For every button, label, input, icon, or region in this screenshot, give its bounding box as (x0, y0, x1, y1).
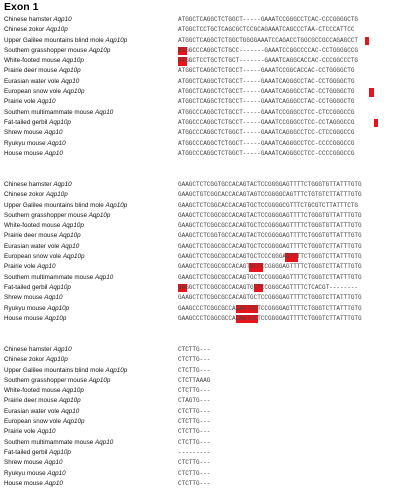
species-label (4, 407, 176, 417)
alignment-row (0, 221, 410, 231)
species-name: Prairie deer mouse (4, 232, 58, 240)
gene-name: Aqp10 (95, 273, 114, 281)
alignment-row (0, 25, 410, 35)
gene-name: Aqp10p (62, 88, 85, 96)
alignment-row (0, 427, 410, 437)
species-label (4, 386, 176, 396)
alignment-row (0, 128, 410, 138)
species-name: Prairie deer mouse (4, 397, 58, 405)
alignment-row (0, 139, 410, 149)
species-name: Prairie vole (4, 98, 36, 106)
species-label (4, 190, 176, 200)
gene-name: Aqp10 (47, 139, 66, 147)
sequence-text: GAAGCTGTCGGCACCACAGTAGTCCGGGGCAGTTTCTGTGTCTTATTTGTG (178, 191, 362, 199)
gene-name: Aqp10p (47, 304, 70, 312)
sequence-text: ATGGCTCAGGCTCTGCCT-----GAAATCAGGGCCTAC-CCTGGGGCTG (178, 88, 355, 96)
species-name: White-footed mouse (4, 57, 61, 65)
species-label (4, 479, 176, 489)
species-name: Ryukyu mouse (4, 469, 46, 477)
species-label (4, 97, 176, 107)
species-label (4, 314, 176, 324)
species-name: Chinese hamster (4, 181, 52, 188)
sequence-text: CTCTTG--- (178, 356, 211, 364)
gene-name: Aqp10 (44, 149, 63, 157)
sequence-text: CTCTTG--- (178, 418, 211, 426)
species-name: Ryukyu mouse (4, 304, 46, 312)
species-name: Fat-tailed gerbil (4, 118, 48, 126)
gene-name: Aqp10p (62, 57, 84, 65)
species-label (4, 355, 176, 365)
alignment-row (0, 376, 410, 386)
gene-name: Aqp10 (37, 98, 56, 106)
sequence-text: ATGGCTCAGGCTCTGGCT-----GAAATCCGGGCCTCAC-CCCGGGGCTG (178, 16, 359, 23)
species-label (4, 221, 176, 231)
species-name: European snow vole (4, 88, 62, 96)
species-label (4, 231, 176, 241)
sequence-text: CTCTTG--- (178, 469, 211, 477)
gene-name: Aqp10 (44, 459, 63, 467)
alignment-row (0, 190, 410, 200)
species-name: Southern multimammate mouse (4, 108, 94, 116)
sequence-text: ATGGCCCAGGCTCTGCCT-----GAAATCCGGGCCTCC-CCTAGGGCCG (178, 118, 355, 126)
species-label (4, 25, 176, 35)
species-label (4, 293, 176, 303)
alignment-row (0, 242, 410, 252)
species-name: Ryukyu mouse (4, 139, 46, 147)
alignment-row (0, 417, 410, 427)
species-label (4, 36, 176, 46)
alignment-row (0, 458, 410, 468)
sequence-text: ATGGCCCAGGCTCTGCCT-----GAAATCCGGGCCTCC-CTCCGGGCCG (178, 108, 355, 116)
species-name: Chinese zokor (4, 191, 45, 199)
gene-name: Aqp10 (95, 438, 114, 446)
alignment-row (0, 355, 410, 365)
alignment-row (0, 56, 410, 66)
gene-name: Aqp10p (46, 26, 68, 34)
sequence-text: ATGGCTCAGGCTCTGCCT-----GAAATCCGGCACCAC-CCTGGGGCTG (178, 67, 355, 75)
sequence-text: GAAGCTCTCGGCGCCACAGTGCTCCGGGGAGTTTTCTGGGTGTTATTTGTG (178, 222, 362, 230)
alignment-row (0, 438, 410, 448)
gene-name: Aqp10p (105, 201, 128, 209)
gene-name: Aqp10p (105, 36, 128, 44)
species-name: Shrew mouse (4, 459, 43, 467)
species-label (4, 438, 176, 448)
species-label (4, 417, 176, 427)
alignment-row (0, 97, 410, 107)
sequence-text: GAAGCTCTCGGCGCCACAGTGCTCCCGGGAGTTTTCTGGGTCTTATTTGTG (178, 253, 362, 261)
species-label (4, 252, 176, 262)
alignment-row (0, 407, 410, 417)
sequence-text: GAAGCTCTCGGTGCCACAGTACTCCGGGGAGTTTTCTGGGTGTTATTTGTG (178, 181, 362, 188)
species-name: Southern multimammate mouse (4, 273, 94, 281)
species-label (4, 273, 176, 283)
species-name: House mouse (4, 314, 43, 322)
gene-name: Aqp10p (44, 314, 67, 322)
sequence-text: ATGGCTCAGGCTCTGCCT-----GAAATCAGGGCCTAC-CCTGGGGCTG (178, 98, 355, 106)
alignment-row (0, 293, 410, 303)
gene-name: Aqp10 (61, 77, 80, 85)
alignment-row (0, 479, 410, 489)
species-label (4, 396, 176, 406)
species-name: Chinese hamster (4, 16, 52, 23)
sequence-text: CTCTTG--- (178, 387, 211, 395)
species-name: European snow vole (4, 253, 62, 261)
gene-name: Aqp10 (47, 469, 66, 477)
alignment-row (0, 108, 410, 118)
alignment-row (0, 252, 410, 262)
species-label (4, 66, 176, 76)
species-name: Chinese hamster (4, 346, 52, 353)
species-label (4, 118, 176, 128)
alignment-row (0, 469, 410, 479)
sequence-text: CTCTTG--- (178, 459, 211, 467)
alignment-block (0, 15, 410, 159)
species-label (4, 87, 176, 97)
sequence-text: GAAGCTCTCGGCGCCACAGTGCTCCGGGGAGTTTTCTGGGTCTTATTTGTG (178, 273, 362, 281)
sequence-text: ATGGCTCCTGCTCAGCGCTCCGCAGAAATCAGCCCTAA-CTCCCATTCC (178, 26, 355, 34)
alignment-row (0, 448, 410, 458)
sequence-text: --------- (178, 448, 211, 456)
sequence-text: GAAGCTCTCGGCGCCACAGTGCTCCGGGGAGTTTTCTGGGTCTTATTTGTG (178, 294, 362, 302)
sequence-text: GAAGCTCTCGGCGCCACAGTGCTCCGGGGAGTTTTCTGGGTCTTATTTGTG (178, 242, 362, 250)
alignment-row (0, 231, 410, 241)
alignment-row (0, 283, 410, 293)
species-name: Prairie deer mouse (4, 67, 58, 75)
species-name: House mouse (4, 149, 43, 157)
gene-name: Aqp10 (37, 263, 56, 271)
sequence-text: CTAGTG--- (178, 397, 211, 405)
sequence-text: ATGGCTCAGGCTCTGGCTGGGGAAATCCAGACCTGGCGCCGCCAGAGCCT (178, 36, 359, 44)
species-label (4, 262, 176, 272)
species-name: Eurasian water vole (4, 242, 60, 250)
species-name: Prairie vole (4, 263, 36, 271)
species-label (4, 56, 176, 66)
sequence-text: ATGGCTCAGGCTCTGCCT-----GAAATCAGGGCCTAC-CCTGGGGCTG (178, 77, 355, 85)
species-name: Southern grasshopper mouse (4, 376, 87, 384)
alignment-row (0, 211, 410, 221)
sequence-text: ATGGCCCAGGCTCTGGCT-----GAAATCAGGGCCTCC-CCCCGGGCCG (178, 139, 355, 147)
gene-name: Aqp10p (49, 118, 71, 126)
gene-name: Aqp10p (46, 356, 68, 364)
species-name: White-footed mouse (4, 222, 61, 230)
gene-name: Aqp10p (49, 283, 71, 291)
species-label (4, 15, 176, 25)
species-name: Eurasian water vole (4, 407, 60, 415)
sequence-text: GAGGCTCTCGGCGCCACAGTGCTCCGGGCAGTTTTCTCACGT-------- (178, 283, 359, 291)
sequence-text: GAAGCCCTCGGCGCCACAGTGCTCCGGGGAGTTTTCTGGGTCTTATTTGTG (178, 304, 362, 312)
species-label (4, 180, 176, 190)
species-name: Eurasian water vole (4, 77, 60, 85)
gene-name: Aqp10 (37, 428, 56, 436)
alignment-row (0, 201, 410, 211)
sequence-text: CTCTTG--- (178, 346, 211, 353)
species-label (4, 149, 176, 159)
gene-name: Aqp10 (61, 242, 80, 250)
species-label (4, 458, 176, 468)
alignment-row (0, 396, 410, 406)
sequence-text: CTCTTG--- (178, 438, 211, 446)
sequence-text: CTCTTG--- (178, 479, 211, 487)
gene-name: Aqp10 (95, 108, 114, 116)
gene-name: Aqp10p (62, 387, 84, 395)
species-label (4, 77, 176, 87)
species-label (4, 345, 176, 355)
species-name: Southern grasshopper mouse (4, 211, 87, 219)
gene-name: Aqp10 (44, 479, 63, 487)
species-label (4, 448, 176, 458)
alignment-row (0, 46, 410, 56)
alignment-block (0, 345, 410, 489)
gene-name: Aqp10p (58, 67, 81, 75)
species-name: Southern multimammate mouse (4, 438, 94, 446)
species-label (4, 376, 176, 386)
species-name: Chinese zokor (4, 356, 45, 364)
species-label (4, 211, 176, 221)
sequence-text: ATGGCCCAGGCTCTGGCT-----GAAATCAGGGCCTCC-CTCCGGGCCG (178, 129, 355, 137)
sequence-text: GAAGCTCTCGGCGCCACAGTGCTCCGGGGAGTTTTCTGGGTCTTATTTGTG (178, 263, 362, 271)
species-name: Chinese zokor (4, 26, 45, 34)
species-name: European snow vole (4, 418, 62, 426)
gene-name: Aqp10 (53, 16, 72, 23)
gene-name: Aqp10p (62, 222, 84, 230)
sequence-text: GAAGCTCTCGGTGCCACAGTACTCCGGGGAGTTTTCTGGGTGTTATTTGTG (178, 232, 362, 240)
species-name: Upper Galilee mountains blind mole (4, 36, 104, 44)
alignment-row (0, 87, 410, 97)
species-label (4, 283, 176, 293)
species-name: Upper Galilee mountains blind mole (4, 366, 104, 374)
gene-name: Aqp10p (88, 376, 111, 384)
gene-name: Aqp10p (62, 418, 85, 426)
sequence-text: CTCTTG--- (178, 428, 211, 436)
gene-name: Aqp10p (58, 232, 81, 240)
gene-name: Aqp10p (62, 253, 85, 261)
gene-name: Aqp10p (58, 397, 81, 405)
alignment-row (0, 366, 410, 376)
sequence-text: CTCTTAAAG (178, 376, 211, 384)
species-name: Shrew mouse (4, 294, 43, 302)
sequence-text: GAAGCCCTCGGCGCCACAGTGCTCCGGGGAGTTTTCTGGGTCTTATTTGTG (178, 314, 362, 322)
alignment-row (0, 314, 410, 324)
species-label (4, 128, 176, 138)
species-label (4, 139, 176, 149)
gene-name: Aqp10 (44, 294, 63, 302)
sequence-text: ATGGCTCCTGCTCTGCT-------GAAATCAGGCACCAC-CCCGGCCCTG (178, 57, 359, 65)
species-label (4, 108, 176, 118)
species-label (4, 242, 176, 252)
gene-name: Aqp10 (44, 129, 63, 137)
species-name: Prairie vole (4, 428, 36, 436)
alignment-row (0, 304, 410, 314)
species-name: Southern grasshopper mouse (4, 46, 87, 54)
species-name: Upper Galilee mountains blind mole (4, 201, 104, 209)
species-name: White-footed mouse (4, 387, 61, 395)
species-name: Fat-tailed gerbil (4, 283, 48, 291)
alignment-block (0, 180, 410, 324)
sequence-text: GAAGCTCTCGGCGCCACAGTACTCCGGGGAGTTTTCTGGGTGTTATTTGTG (178, 211, 362, 219)
species-name: Fat-tailed gerbil (4, 448, 48, 456)
sequence-text: CTCTTG--- (178, 407, 211, 415)
gene-name: Aqp10p (49, 448, 71, 456)
species-label (4, 427, 176, 437)
species-label (4, 366, 176, 376)
species-label (4, 469, 176, 479)
species-name: Shrew mouse (4, 129, 43, 137)
species-label (4, 304, 176, 314)
alignment-row (0, 262, 410, 272)
sequence-text: ATGGCCCAGGCTCTGGCT-----GAAATCAGGGCCTCC-CCCCGGGCCG (178, 149, 355, 157)
species-label (4, 46, 176, 56)
alignment-row (0, 345, 410, 355)
sequence-text: ATGGCCCAGGCTCTGCC-------GAAATCCGGCCCCAC-CCTGGGGCCG (178, 46, 359, 54)
species-label (4, 201, 176, 211)
alignment-row (0, 66, 410, 76)
gene-name: Aqp10 (53, 181, 72, 188)
sequence-text: CTCTTG--- (178, 366, 211, 374)
species-name: House mouse (4, 479, 43, 487)
alignment-row (0, 77, 410, 87)
gene-name: Aqp10p (88, 211, 111, 219)
alignment-row (0, 118, 410, 128)
alignment-row (0, 273, 410, 283)
alignment-row (0, 15, 410, 25)
alignment-row (0, 149, 410, 159)
alignment-row (0, 36, 410, 46)
gene-name: Aqp10p (88, 46, 111, 54)
alignment-row (0, 180, 410, 190)
gene-name: Aqp10 (61, 407, 80, 415)
gene-name: Aqp10p (105, 366, 128, 374)
figure-title: Exon 1 (4, 1, 39, 13)
sequence-text: GAAGCTCTCGGCACCACAGTGCTCCGGGGCGTTTCTGCGTCTTATTTCTG (178, 201, 359, 209)
gene-name: Aqp10p (46, 191, 68, 199)
alignment-row (0, 386, 410, 396)
gene-name: Aqp10 (53, 346, 72, 353)
